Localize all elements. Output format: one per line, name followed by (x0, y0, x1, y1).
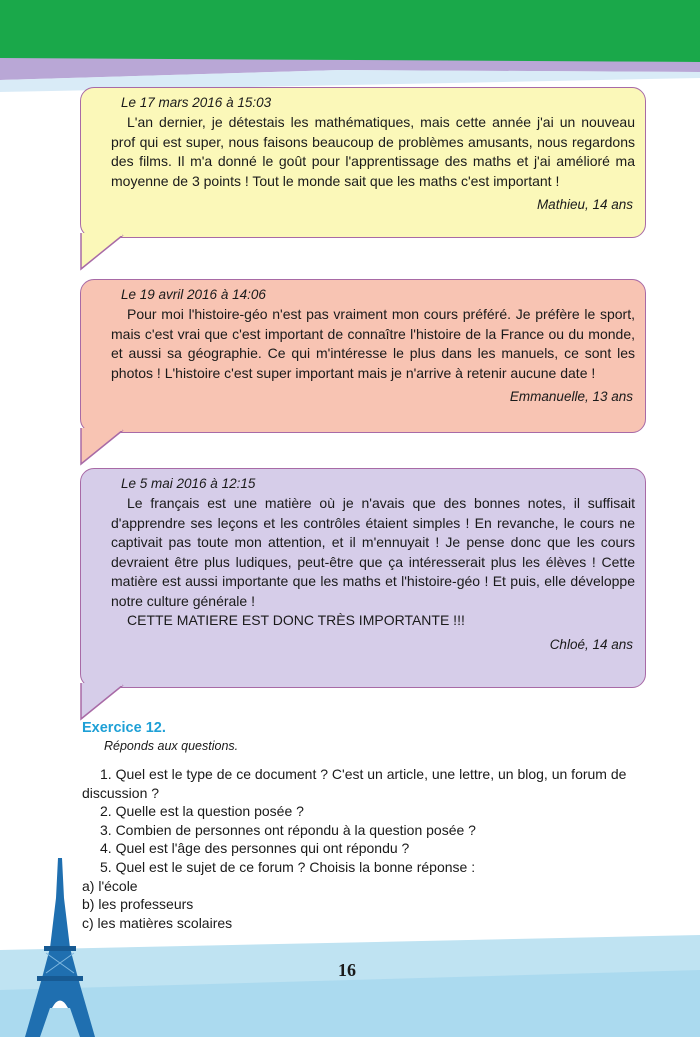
post-author: Mathieu, 14 ans (536, 197, 633, 212)
exercise-questions (82, 765, 642, 932)
question-2: 2. Quelle est la question posée ? (100, 803, 304, 820)
top-decorative-band (0, 0, 700, 100)
option-b: b) les professeurs (82, 896, 194, 913)
option-c: c) les matières scolaires (82, 914, 233, 931)
post-date: Le 5 mai 2016 à 12:15 (121, 476, 256, 491)
forum-post-3 (80, 468, 646, 688)
speech-tail-icon (79, 683, 139, 721)
question-1: 1. Quel est le type de ce document ? C'est un article, une lettre, un blog, un forum de discussion ? (82, 766, 627, 801)
speech-tail-icon (79, 428, 139, 466)
post-emphasis: CETTE MATIERE EST DONC TRÈS IMPORTANTE !!! (127, 612, 465, 628)
post-date: Le 17 mars 2016 à 15:03 (121, 95, 272, 110)
post-text: L'an dernier, je détestais les mathématiques, mais cette année j'ai un nouveau prof qui est super, nous faisons beaucoup de problèmes amusants, nous regardons des films. Il m'a donné le goût pour l'apprentissage des maths et j'ai amélioré ma moyenne de 3 points ! Tout le monde sait que les maths c'est important ! (111, 114, 635, 189)
question-5: 5. Quel est le sujet de ce forum ? Choisis la bonne réponse : (100, 858, 476, 875)
forum-post-2 (80, 279, 646, 433)
post-author: Chloé, 14 ans (549, 636, 633, 652)
option-a: a) l'école (82, 877, 138, 894)
post-date: Le 19 avril 2016 à 14:06 (121, 287, 266, 302)
forum-post-1 (80, 87, 646, 238)
exercise-instruction: Réponds aux questions. (104, 739, 239, 753)
question-4: 4. Quel est l'âge des personnes qui ont répondu ? (100, 840, 410, 857)
exercise-title: Exercice 12. (82, 720, 166, 736)
speech-tail-icon (79, 233, 139, 271)
page-number: 16 (338, 960, 356, 980)
question-3: 3. Combien de personnes ont répondu à la question posée ? (100, 821, 476, 838)
post-author: Emmanuelle, 13 ans (509, 389, 633, 404)
post-text: Pour moi l'histoire-géo n'est pas vraiment mon cours préféré. Je préfère le sport, mais c'est vrai que c'est important de connaître l'histoire de la France ou du monde, et aussi sa géographie. Ce qui m'intéresse le plus dans les manuels, ce sont les photos ! L'histoire c'est super important mais je n'arrive à retenir aucune date ! (111, 306, 635, 381)
post-text: Le français est une matière où je n'avais que des bonnes notes, il suffisait d'apprendre ses leçons et les contrôles étaient simples ! En revanche, le cours ne captivait pas toute mon attention, et il m'ennuyait ! Je pense donc que les cours devraient être plus ludiques, peut-être que ça intéresserait plus les élèves ! Cette matière est aussi importante que les maths et l'histoire-géo ! Et puis, elle développe notre culture générale ! (111, 495, 635, 609)
